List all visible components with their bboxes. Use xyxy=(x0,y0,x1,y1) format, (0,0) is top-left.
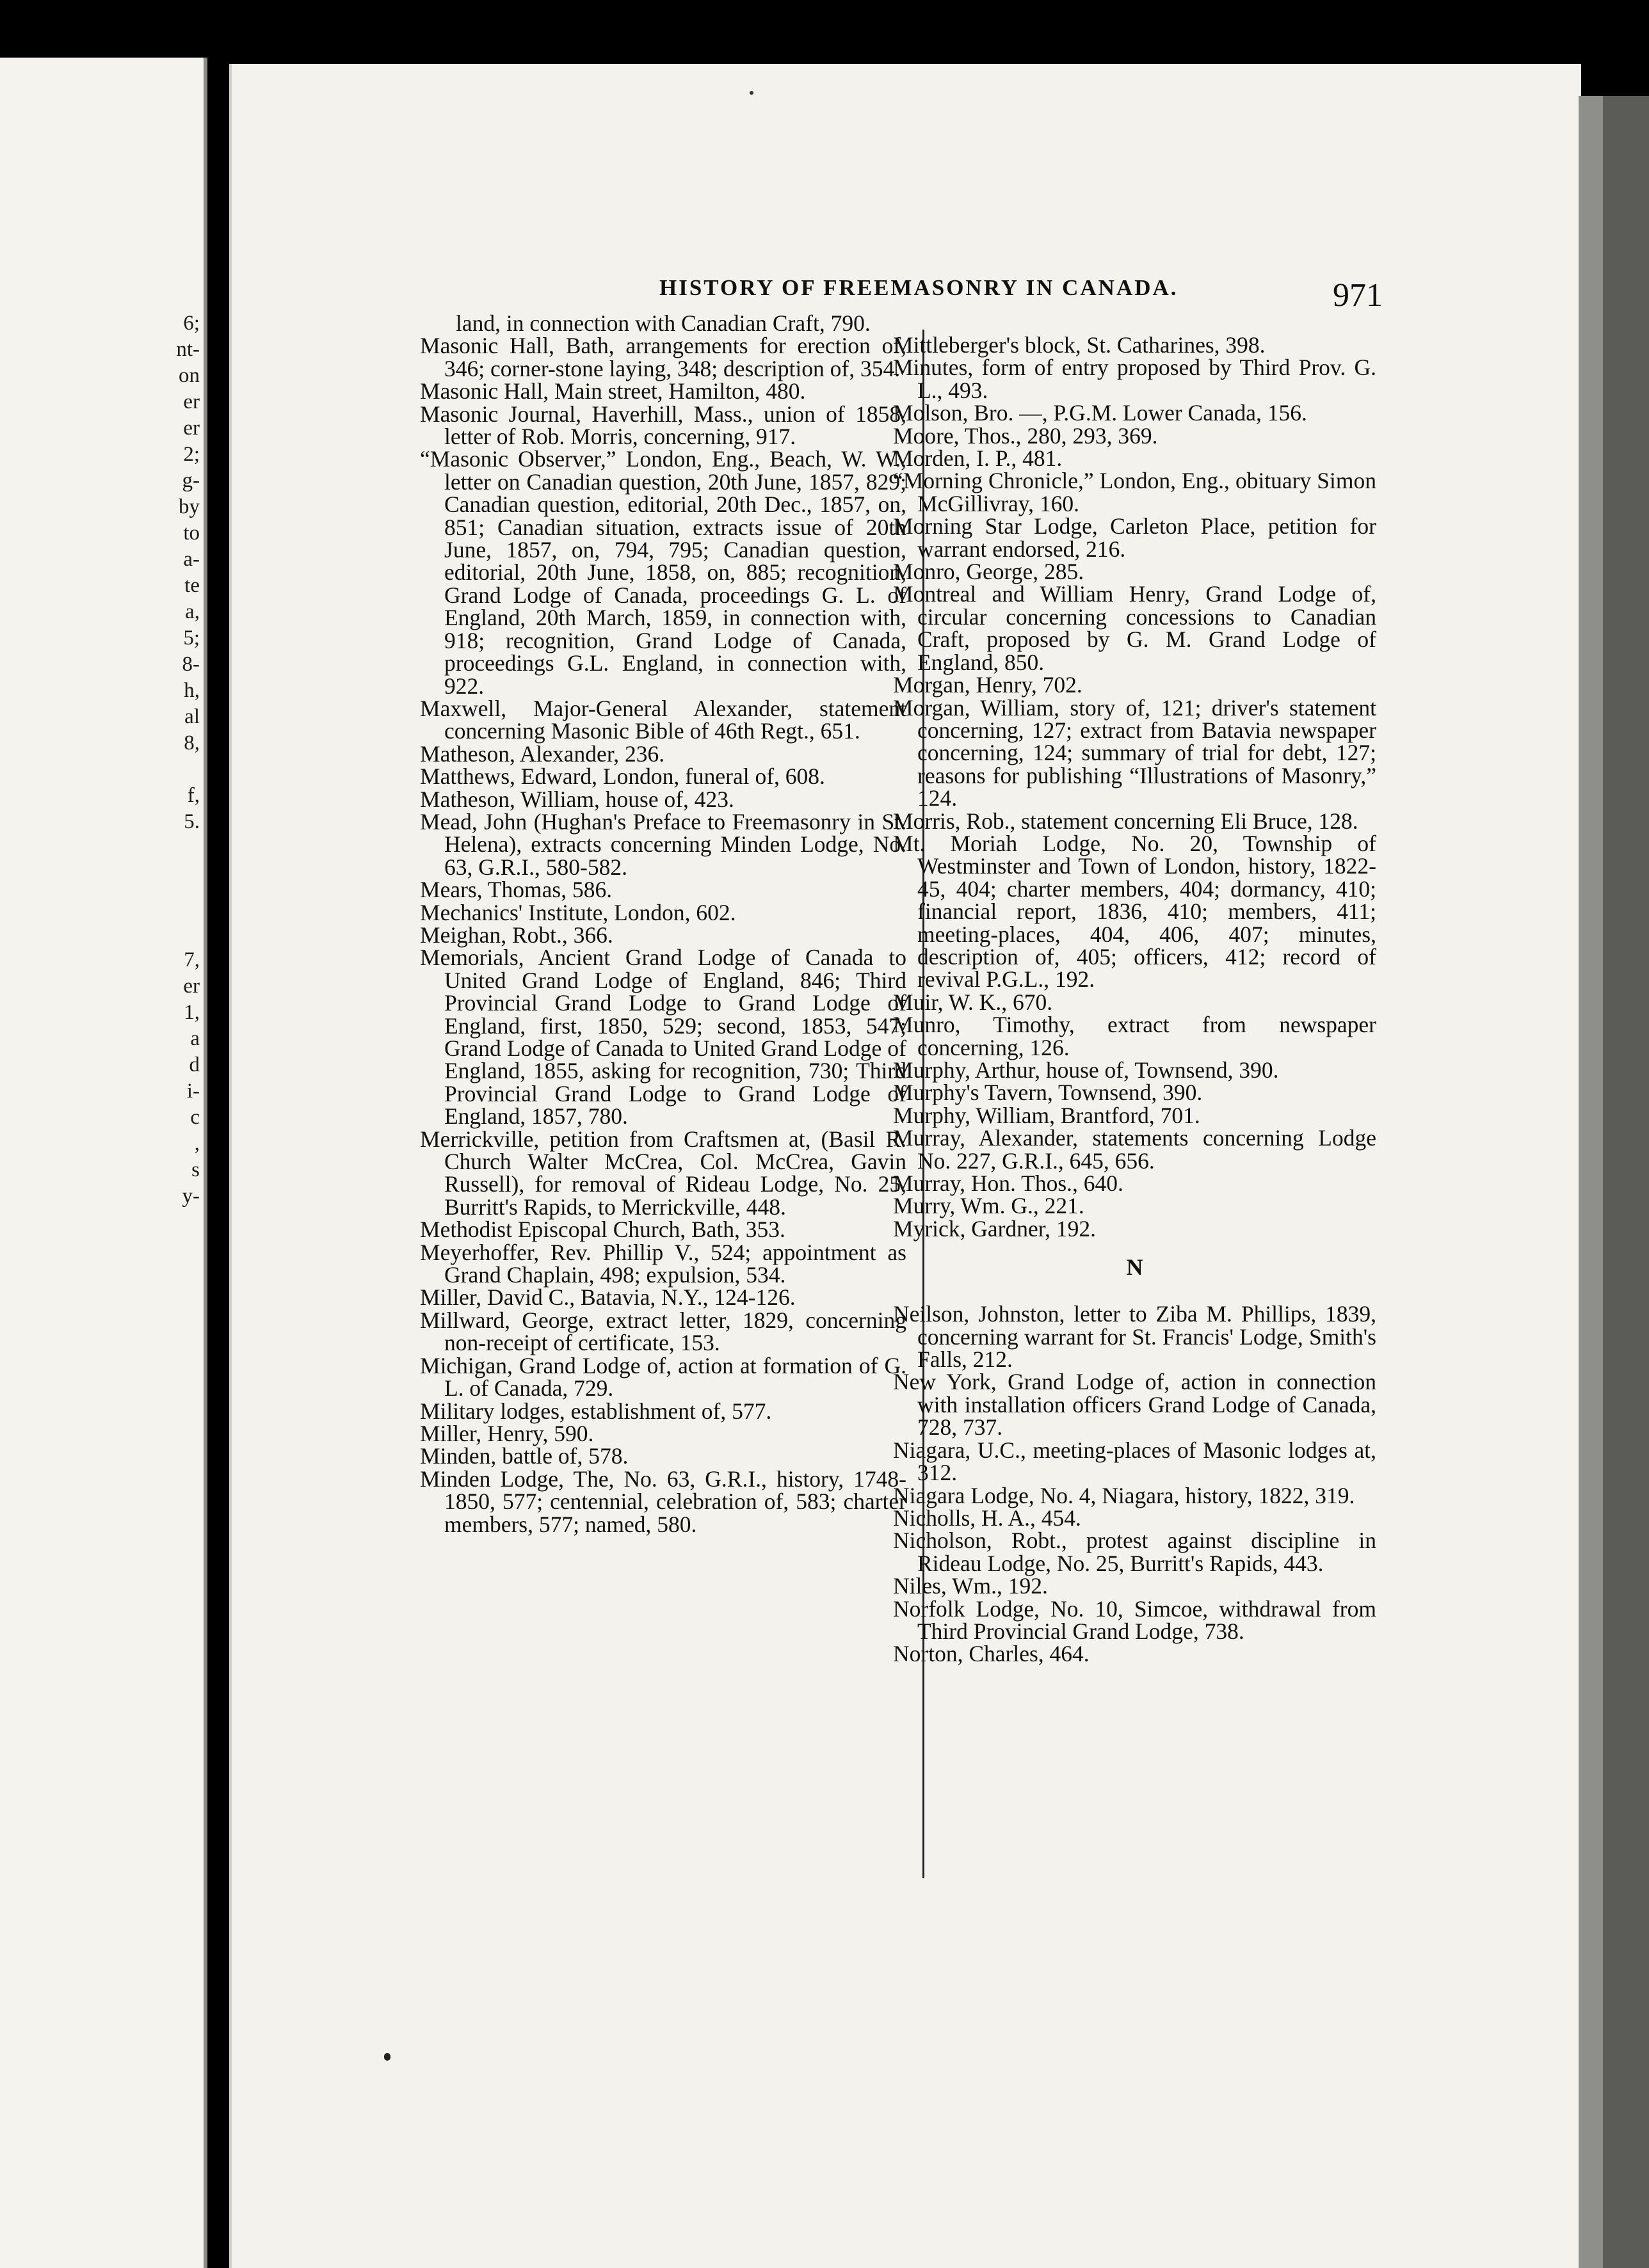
left-fragment: er xyxy=(183,417,200,440)
left-fragment: , xyxy=(194,1132,200,1155)
index-entry: Minden Lodge, The, No. 63, G.R.I., history, 1748-1850, 577; centennial, celebration of, 583; charter members, 577; named, 580. xyxy=(420,1465,906,1537)
index-entry: Morning Star Lodge, Carleton Place, petition for warrant endorsed, 216. xyxy=(893,513,1376,562)
index-entry: Masonic Hall, Main street, Hamilton, 480. xyxy=(420,378,806,404)
left-fragment: 5. xyxy=(184,810,200,833)
index-entry: Mears, Thomas, 586. xyxy=(420,877,613,903)
index-entry: Miller, Henry, 590. xyxy=(420,1420,594,1446)
index-entry: Munro, Timothy, extract from newspaper concerning, 126. xyxy=(893,1012,1376,1060)
left-page-text-fragments xyxy=(155,310,200,1210)
index-entry: Millward, George, extract letter, 1829, concerning non-receipt of certificate, 153. xyxy=(420,1307,906,1356)
index-entry: Miller, David C., Batavia, N.Y., 124-126. xyxy=(420,1284,796,1311)
left-fragment: 7, xyxy=(184,948,200,971)
index-entry: Norfolk Lodge, No. 10, Simcoe, withdrawal from Third Provincial Grand Lodge, 738. xyxy=(893,1595,1376,1644)
left-fragment-gap xyxy=(155,835,200,947)
left-fragment: 5; xyxy=(183,627,200,650)
index-entry: Meyerhoffer, Rev. Phillip V., 524; appointment as Grand Chaplain, 498; expulsion, 534. xyxy=(420,1239,906,1288)
index-entry: Morris, Rob., statement concerning Eli Bruce, 128. xyxy=(893,808,1358,834)
index-entry: Molson, Bro. —, P.G.M. Lower Canada, 156. xyxy=(893,400,1307,426)
left-fragment: by xyxy=(179,495,200,518)
index-entry: Morgan, Henry, 702. xyxy=(893,672,1082,698)
index-entry: Nicholson, Robt., protest against discipline in Rideau Lodge, No. 25, Burritt's Rapids, 443. xyxy=(893,1528,1376,1576)
index-entry: Masonic Hall, Bath, arrangements for erection of, 346; corner-stone laying, 348; description of, 354. xyxy=(420,333,906,381)
left-fragment: 1, xyxy=(184,1001,200,1024)
print-speck xyxy=(384,2053,390,2061)
index-entry: Moore, Thos., 280, 293, 369. xyxy=(893,422,1158,449)
index-entry: Masonic Journal, Haverhill, Mass., union of 1858, letter of Rob. Morris, concerning, 917. xyxy=(420,401,906,450)
running-title: HISTORY OF FREEMASONRY IN CANADA. xyxy=(659,275,1178,300)
index-column-right xyxy=(893,334,1376,1666)
index-entry: Niagara Lodge, No. 4, Niagara, history, 1822, 319. xyxy=(893,1482,1355,1508)
left-fragment: a xyxy=(190,1027,200,1050)
left-fragment: s xyxy=(191,1158,200,1181)
index-entry: Norton, Charles, 464. xyxy=(893,1641,1090,1667)
left-fragment: a- xyxy=(183,548,200,571)
index-entry: Murphy, Arthur, house of, Townsend, 390. xyxy=(893,1057,1279,1083)
left-fragment: d xyxy=(189,1053,200,1076)
left-fragment: g- xyxy=(182,469,200,492)
index-entry: Military lodges, establishment of, 577. xyxy=(420,1398,772,1424)
left-fragment: 8, xyxy=(184,731,200,755)
index-entry: Matthews, Edward, London, funeral of, 608. xyxy=(420,763,825,790)
index-entry: Minden, battle of, 578. xyxy=(420,1443,629,1469)
index-entry: New York, Grand Lodge of, action in connection with installation officers Grand Lodge of Canada, 728, 737. xyxy=(893,1369,1376,1441)
left-fragment: h, xyxy=(184,679,200,702)
index-entry: land, in connection with Canadian Craft, 790. xyxy=(456,310,871,336)
index-entry: Morden, I. P., 481. xyxy=(893,445,1063,472)
page-number: 971 xyxy=(1333,277,1383,314)
print-speck xyxy=(750,91,753,95)
index-entry: Mt. Moriah Lodge, No. 20, Township of Westminster and Town of London, history, 1822-45, 404; charter members, 404; dormancy, 410; financial report, 1836, 410; members, 411; meeting-places, 404, 406, 407; minutes, description of, 405; officers, 412; record of revival P.G.L., 192. xyxy=(893,830,1376,993)
left-fragment: 2; xyxy=(183,443,200,466)
section-letter-heading: N xyxy=(1126,1254,1143,1281)
left-fragment: y- xyxy=(182,1185,200,1208)
index-entry: Murry, Wm. G., 221. xyxy=(893,1193,1084,1219)
index-entry: Muir, W. K., 670. xyxy=(893,989,1053,1015)
index-entry: Maxwell, Major-General Alexander, statement concerning Masonic Bible of 46th Regt., 651. xyxy=(420,695,906,744)
index-entry: Merrickville, petition from Craftsmen at, (Basil R. Church Walter McCrea, Col. McCrea, Gavin Russell), for removal of Rideau Lodge, No. 25, Burritt's Rapids, to Merrickville, 448. xyxy=(420,1126,906,1220)
left-fragment: te xyxy=(184,574,200,597)
index-entry: Murphy, William, Brantford, 701. xyxy=(893,1102,1200,1128)
left-fragment: i- xyxy=(186,1080,200,1103)
left-fragment: f, xyxy=(187,784,200,807)
index-entry: Memorials, Ancient Grand Lodge of Canada to United Grand Lodge of England, 846; Third Provincial Grand Lodge to Grand Lodge of England, first, 1850, 529; second, 1853, 547; Grand Lodge of Canada to United Grand Lodge of England, 1855, asking for recognition, 730; Third Provincial Grand Lodge to Grand Lodge of England, 1857, 780. xyxy=(420,945,906,1130)
index-entry: Meighan, Robt., 366. xyxy=(420,922,613,948)
index-entry: “Morning Chronicle,” London, Eng., obituary Simon McGillivray, 160. xyxy=(893,468,1376,516)
index-entry: Morgan, William, story of, 121; driver's statement concerning, 127; extract from Batavia newspaper concerning, 124; summary of trial for debt, 127; reasons for publishing “Illustrations of Masonry,” 124. xyxy=(893,694,1376,811)
left-fragment: a, xyxy=(185,600,200,623)
left-fragment: c xyxy=(190,1106,200,1129)
index-entry: Methodist Episcopal Church, Bath, 353. xyxy=(420,1217,785,1243)
index-entry: Niles, Wm., 192. xyxy=(893,1573,1048,1599)
index-entry: Myrick, Gardner, 192. xyxy=(893,1215,1097,1242)
index-entry: Minutes, form of entry proposed by Third Prov. G. L., 493. xyxy=(893,355,1376,403)
left-fragment: 6; xyxy=(183,312,200,335)
left-fragment xyxy=(155,756,200,783)
left-fragment: 8- xyxy=(182,653,200,676)
page-stack-edge-inner xyxy=(1579,96,1603,2268)
index-entry: Murray, Alexander, statements concerning Lodge No. 227, G.R.I., 645, 656. xyxy=(893,1125,1376,1174)
index-entry: Murray, Hon. Thos., 640. xyxy=(893,1170,1123,1197)
index-entry: “Masonic Observer,” London, Eng., Beach, W. W., letter on Canadian question, 20th June, 1857, 829; Canadian question, editorial, 20th Dec., 1857, on, 851; Canadian situation, extracts issue of 20th June, 1857, on, 794, 795; Canadian question, editorial, 20th June, 1858, on, 885; recognition, Grand Lodge of Canada, proceedings G. L. of England, 20th March, 1859, in connection with, 918; recognition, Grand Lodge of Canada, proceedings G.L. England, in connection with, 922. xyxy=(420,446,906,699)
index-entry: Murphy's Tavern, Townsend, 390. xyxy=(893,1080,1203,1106)
index-entry: Nicholls, H. A., 454. xyxy=(893,1505,1081,1531)
left-fragment: on xyxy=(179,364,200,387)
left-fragment: al xyxy=(184,705,200,728)
left-fragment: er xyxy=(183,975,200,998)
index-entry: Matheson, Alexander, 236. xyxy=(420,740,665,767)
left-fragment: nt- xyxy=(176,338,200,361)
left-fragment: to xyxy=(183,522,200,545)
adjacent-left-page xyxy=(0,58,207,2268)
index-entry: Neilson, Johnston, letter to Ziba M. Phillips, 1839, concerning warrant for St. Francis' Lodge, Smith's Falls, 212. xyxy=(893,1301,1376,1373)
index-entry: Niagara, U.C., meeting-places of Masonic lodges at, 312. xyxy=(893,1437,1376,1486)
left-fragment: er xyxy=(183,390,200,413)
index-entry: Montreal and William Henry, Grand Lodge of, circular concerning concessions to Canadian Craft, proposed by G. M. Grand Lodge of England, 850. xyxy=(893,581,1376,675)
index-entry: Matheson, William, house of, 423. xyxy=(420,786,734,812)
index-column-left xyxy=(420,312,906,1536)
index-entry: Mead, John (Hughan's Preface to Freemasonry in St. Helena), extracts concerning Minden Lodge, No. 63, G.R.I., 580-582. xyxy=(420,808,906,880)
index-entry: Monro, George, 285. xyxy=(893,559,1084,585)
index-entry: Michigan, Grand Lodge of, action at formation of G. L. of Canada, 729. xyxy=(420,1352,906,1402)
index-entry: Mechanics' Institute, London, 602. xyxy=(420,899,736,925)
index-entry: Mittleberger's block, St. Catharines, 398. xyxy=(893,332,1266,358)
